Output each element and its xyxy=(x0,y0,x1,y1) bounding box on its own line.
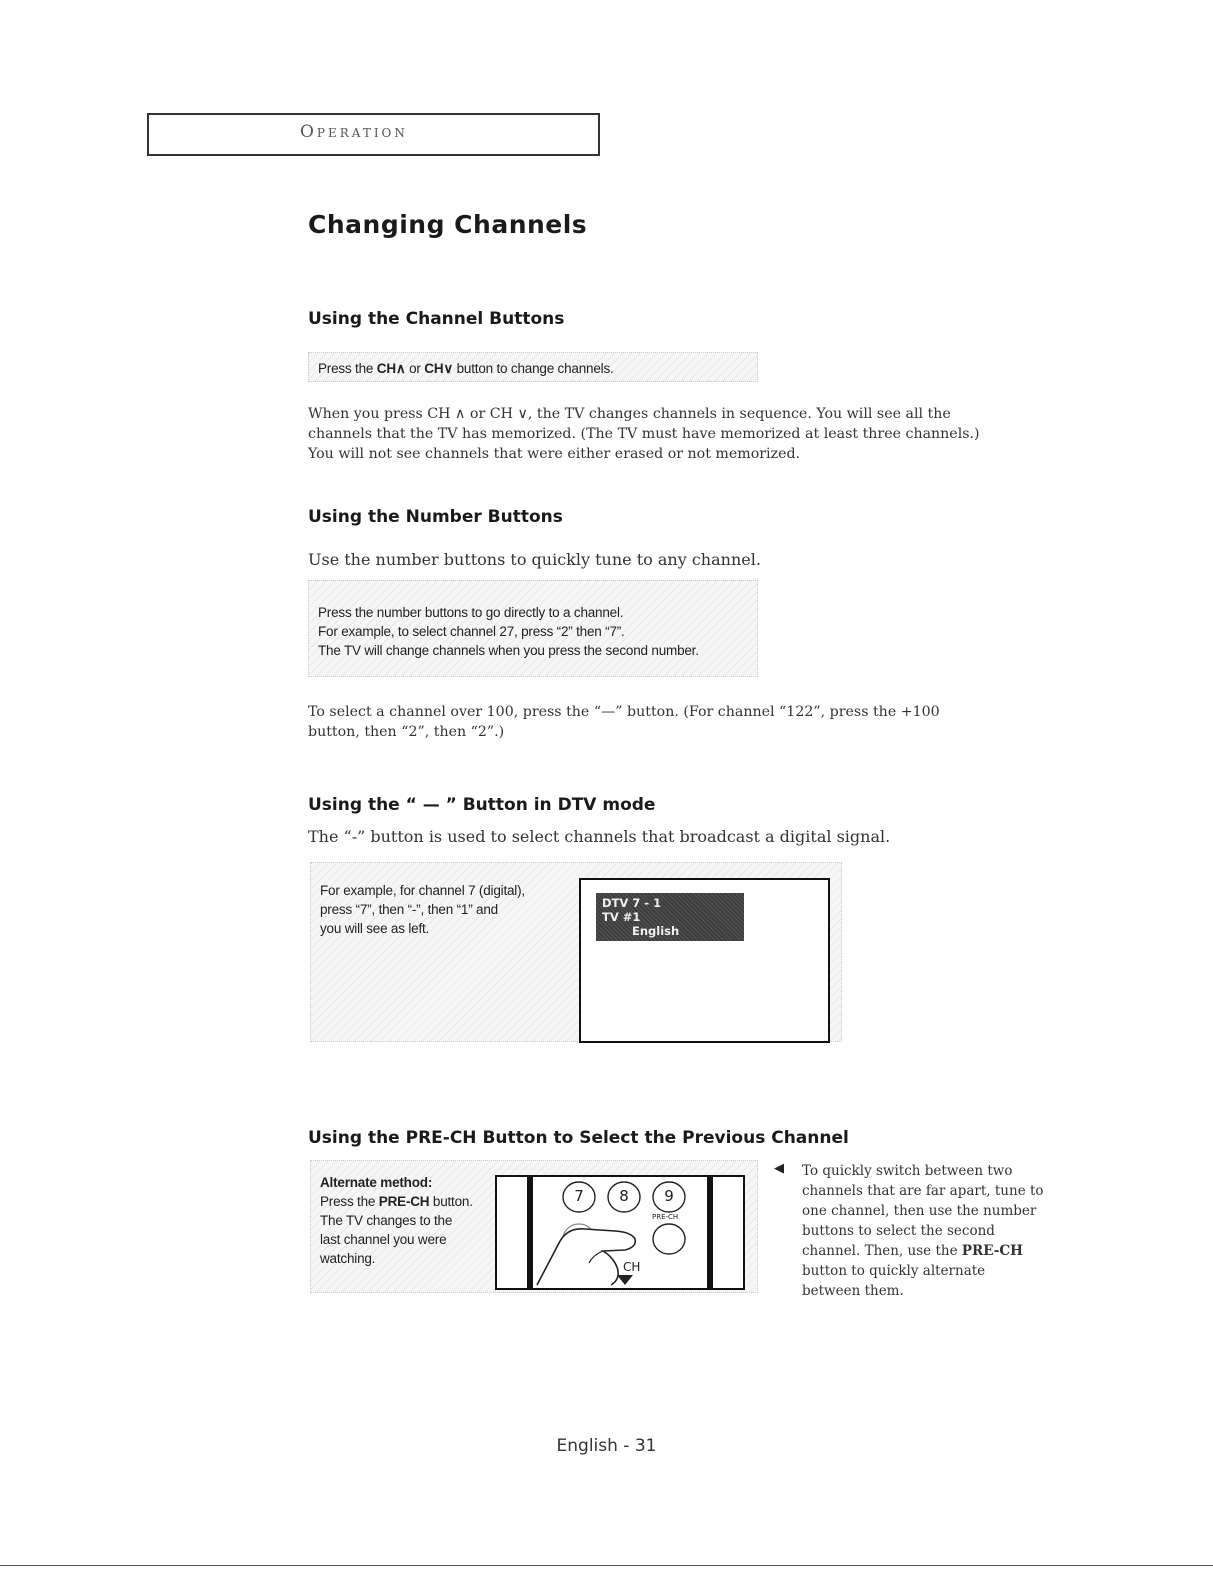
ch-up-label: CH∧ xyxy=(376,361,406,376)
para-number-buttons xyxy=(308,702,1028,742)
note-text-part: button. xyxy=(429,1194,473,1209)
note-text-part: Press the xyxy=(318,361,377,376)
note-dash-text xyxy=(320,881,525,938)
side-line: one channel, then use the number xyxy=(802,1203,1037,1219)
note-number-text xyxy=(318,603,699,660)
osd-language-line: English xyxy=(632,924,680,938)
side-line: between them. xyxy=(802,1283,904,1299)
note-text-part: Press the xyxy=(320,1194,379,1209)
osd-tv-line: TV #1 xyxy=(602,910,641,924)
arrow-left-icon: ◀ xyxy=(774,1161,784,1176)
note-line: The TV changes to the xyxy=(320,1213,453,1228)
button-8-label: 8 xyxy=(619,1187,629,1205)
prech-button-outline xyxy=(653,1224,685,1254)
prech-button-label: PRE-CH xyxy=(652,1213,679,1221)
side-line: buttons to select the second xyxy=(802,1223,995,1239)
osd-channel-line: DTV 7 - 1 xyxy=(602,896,662,910)
note-line: press “7”, then “-”, then “1” and xyxy=(320,902,498,917)
ch-down-label: CH∨ xyxy=(424,361,454,376)
note-line: watching. xyxy=(320,1251,376,1266)
button-9-label: 9 xyxy=(664,1187,674,1205)
note-channel-buttons xyxy=(308,352,758,382)
note-line: Press the number buttons to go directly to a channel. xyxy=(318,605,624,620)
page-title: Changing Channels xyxy=(308,210,588,239)
note-line: For example, to select channel 27, press “2” then “7”. xyxy=(318,624,625,639)
intro-dash-button: The “-” button is used to select channels that broadcast a digital signal. xyxy=(308,827,891,846)
intro-number-buttons: Use the number buttons to quickly tune to any channel. xyxy=(308,550,761,569)
note-line: For example, for channel 7 (digital), xyxy=(320,883,525,898)
prech-bold-label: PRE-CH xyxy=(961,1243,1023,1259)
heading-prech-button: Using the PRE-CH Button to Select the Previous Channel xyxy=(308,1128,849,1148)
para-line: To select a channel over 100, press the “—” button. (For channel “122”, press the +100 xyxy=(308,704,940,720)
note-text-part: button to change channels. xyxy=(453,361,614,376)
note-prech-text xyxy=(320,1173,473,1268)
note-number-buttons xyxy=(308,580,758,677)
heading-channel-buttons: Using the Channel Buttons xyxy=(308,309,565,329)
note-line: last channel you were xyxy=(320,1232,447,1247)
button-7-label: 7 xyxy=(574,1187,584,1205)
ch-button-label: CH xyxy=(623,1260,641,1274)
section-header-label: Operation xyxy=(300,122,408,142)
side-line: To quickly switch between two xyxy=(802,1163,1013,1179)
note-line: you will see as left. xyxy=(320,921,430,936)
side-line: button to quickly alternate xyxy=(802,1263,986,1279)
ch-down-arrow-icon xyxy=(617,1275,633,1285)
channel-osd-banner xyxy=(596,893,744,941)
side-line: channels that are far apart, tune to xyxy=(802,1183,1044,1199)
prech-side-text xyxy=(802,1161,1052,1301)
prech-label: PRE-CH xyxy=(378,1194,430,1209)
note-channel-text xyxy=(318,359,614,378)
para-line: button, then “2”, then “2”.) xyxy=(308,724,505,740)
alternate-method-title: Alternate method: xyxy=(320,1175,433,1190)
para-line: When you press CH ∧ or CH ∨, the TV changes channels in sequence. You will see all the xyxy=(308,406,951,422)
remote-illustration xyxy=(495,1175,745,1290)
para-line: channels that the TV has memorized. (The TV must have memorized at least three channels.) xyxy=(308,426,980,442)
heading-dash-button: Using the “ — ” Button in DTV mode xyxy=(308,795,656,815)
side-line-part: channel. Then, use the xyxy=(802,1243,962,1259)
bottom-rule xyxy=(0,1565,1213,1566)
para-line: You will not see channels that were either erased or not memorized. xyxy=(308,446,801,462)
page-footer: English - 31 xyxy=(556,1436,657,1456)
heading-number-buttons: Using the Number Buttons xyxy=(308,507,563,527)
note-line: The TV will change channels when you press the second number. xyxy=(318,643,699,658)
note-text-part: or xyxy=(405,361,425,376)
para-channel-buttons xyxy=(308,404,1028,464)
